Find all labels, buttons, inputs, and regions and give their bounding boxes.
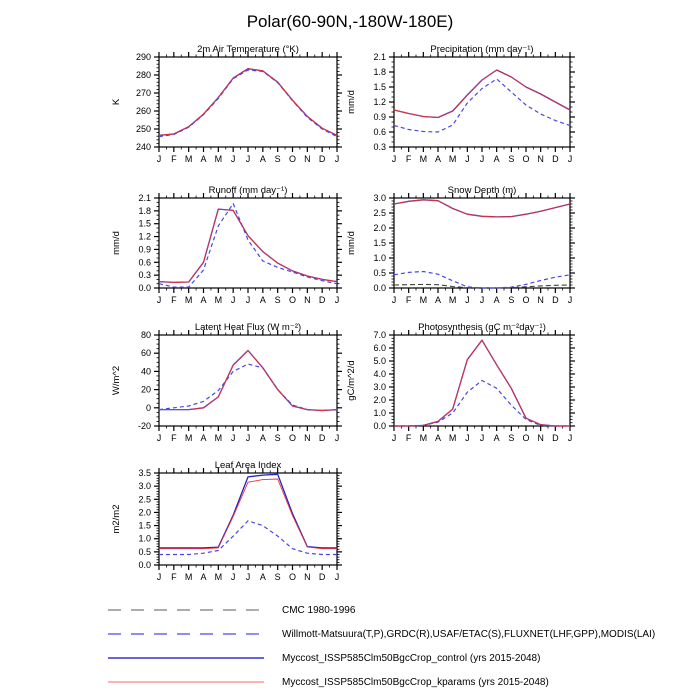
legend-line-obs-icon xyxy=(106,629,266,639)
snow-depth-ytick: 1.5 xyxy=(373,238,386,248)
latent-heat-flux-xtick: J xyxy=(156,433,162,443)
precipitation-xtick: S xyxy=(508,154,515,164)
air-temperature-series-obs xyxy=(159,70,337,137)
air-temperature-xtick: M xyxy=(214,154,223,164)
chart-leaf-area-index xyxy=(111,460,342,582)
photosynthesis-series-control xyxy=(394,340,570,426)
precipitation-xtick: M xyxy=(419,154,428,164)
leaf-area-index-xtick: M xyxy=(184,572,193,582)
latent-heat-flux-ytick: -20 xyxy=(137,421,151,431)
precipitation-series-obs xyxy=(394,79,570,132)
snow-depth-xtick: J xyxy=(479,295,485,305)
leaf-area-index-xtick: N xyxy=(304,572,311,582)
chart-precipitation xyxy=(346,44,575,164)
runoff-ytick: 1.5 xyxy=(138,218,151,229)
precipitation-series-control xyxy=(394,70,570,118)
leaf-area-index-ytick: 2.0 xyxy=(138,507,151,518)
precipitation-ytick: 2.1 xyxy=(373,52,386,62)
leaf-area-index-frame xyxy=(159,473,337,565)
latent-heat-flux-xtick: M xyxy=(184,433,193,443)
page-title: Polar(60-90N,-180W-180E) xyxy=(246,12,454,31)
latent-heat-flux-ytick: 60 xyxy=(140,348,151,359)
precipitation-xtick: J xyxy=(479,154,485,164)
latent-heat-flux-xtick: J xyxy=(245,433,251,443)
photosynthesis-xtick: N xyxy=(537,433,544,443)
snow-depth-xtick: A xyxy=(493,295,500,305)
photosynthesis-xtick: S xyxy=(508,433,515,443)
legend-line-cmc-icon xyxy=(106,605,266,615)
photosynthesis-xtick: F xyxy=(405,433,412,443)
chart-air-temperature xyxy=(111,44,342,164)
runoff-ylabel: mm/d xyxy=(111,231,122,255)
leaf-area-index-series-control xyxy=(159,474,337,548)
latent-heat-flux-xtick: N xyxy=(304,433,311,443)
runoff-xtick: J xyxy=(245,295,251,305)
legend-label-kparams: Myccost_ISSP585Clm50BgcCrop_kparams (yrs 2015-2048) xyxy=(282,676,549,688)
air-temperature-title: 2m Air Temperature (°K) xyxy=(197,44,299,55)
legend-line-kparams-icon xyxy=(106,677,266,687)
photosynthesis-series-kparams xyxy=(394,340,570,426)
air-temperature-xtick: S xyxy=(274,154,281,164)
photosynthesis-xtick: D xyxy=(552,433,559,443)
snow-depth-series-kparams xyxy=(394,200,570,217)
snow-depth-xtick: M xyxy=(419,295,428,305)
snow-depth-title: Snow Depth (m) xyxy=(447,185,517,196)
latent-heat-flux-ylabel: W/m^2 xyxy=(111,365,122,396)
runoff-xtick: O xyxy=(288,295,297,305)
latent-heat-flux-ytick: 40 xyxy=(140,366,151,377)
air-temperature-xtick: A xyxy=(259,154,266,164)
photosynthesis-ytick: 5.0 xyxy=(373,356,386,366)
precipitation-xtick: O xyxy=(522,154,530,164)
legend-row-control xyxy=(106,646,686,670)
precipitation-ytick: 0.9 xyxy=(373,112,386,122)
latent-heat-flux-xtick: F xyxy=(171,433,177,443)
precipitation-ytick: 0.6 xyxy=(373,127,386,137)
precipitation-ytick: 1.8 xyxy=(373,67,386,77)
photosynthesis-series-obs xyxy=(394,381,570,427)
air-temperature-ylabel: K xyxy=(111,98,122,106)
latent-heat-flux-series-obs xyxy=(159,364,337,410)
runoff-xtick: J xyxy=(334,295,340,305)
runoff-ytick: 1.2 xyxy=(138,231,151,242)
air-temperature-xtick: J xyxy=(156,154,162,164)
snow-depth-xtick: F xyxy=(405,295,412,305)
air-temperature-series-control xyxy=(159,69,337,136)
snow-depth-series-obs xyxy=(394,272,570,289)
snow-depth-xtick: S xyxy=(508,295,515,305)
precipitation-series-kparams xyxy=(394,70,570,118)
photosynthesis-ytick: 6.0 xyxy=(373,343,386,353)
latent-heat-flux-xtick: S xyxy=(274,433,281,443)
latent-heat-flux-xtick: D xyxy=(318,433,326,443)
snow-depth-ytick: 3.0 xyxy=(373,193,386,203)
runoff-frame xyxy=(159,198,337,288)
leaf-area-index-xtick: J xyxy=(156,572,162,582)
latent-heat-flux-series-kparams xyxy=(159,351,337,411)
leaf-area-index-ytick: 1.0 xyxy=(138,533,151,544)
photosynthesis-xtick: A xyxy=(493,433,500,443)
snow-depth-ytick: 0.5 xyxy=(373,268,386,278)
runoff-xtick: J xyxy=(230,295,236,305)
air-temperature-xtick: M xyxy=(184,154,193,164)
latent-heat-flux-ytick: 0 xyxy=(145,402,151,413)
precipitation-frame xyxy=(394,57,570,147)
snow-depth-ytick: 1.0 xyxy=(373,253,386,263)
air-temperature-xtick: O xyxy=(288,154,297,164)
leaf-area-index-series-kparams xyxy=(159,479,337,549)
leaf-area-index-xtick: A xyxy=(200,572,207,582)
snow-depth-ytick: 2.0 xyxy=(373,223,386,233)
leaf-area-index-ylabel: m2/m2 xyxy=(111,504,122,534)
snow-depth-frame xyxy=(394,198,570,288)
photosynthesis-xtick: J xyxy=(465,433,470,443)
photosynthesis-title: Photosynthesis (gC m⁻²day⁻¹) xyxy=(418,322,546,333)
legend-line-control-icon xyxy=(106,653,266,663)
chart-latent-heat-flux xyxy=(111,322,342,443)
photosynthesis-ytick: 4.0 xyxy=(373,369,386,379)
leaf-area-index-ytick: 1.5 xyxy=(138,520,151,531)
snow-depth-xtick: J xyxy=(567,295,573,305)
leaf-area-index-xtick: F xyxy=(171,572,177,582)
snow-depth-xtick: J xyxy=(391,295,397,305)
precipitation-xtick: N xyxy=(537,154,544,164)
snow-depth-xtick: N xyxy=(537,295,544,305)
air-temperature-ytick: 250 xyxy=(135,124,151,134)
photosynthesis-ylabel: gC/m^2/d xyxy=(346,360,357,401)
air-temperature-ytick: 280 xyxy=(135,70,151,80)
precipitation-ytick: 0.3 xyxy=(373,142,386,152)
leaf-area-index-xtick: J xyxy=(245,572,251,582)
runoff-ytick: 0.3 xyxy=(138,270,151,281)
latent-heat-flux-xtick: M xyxy=(214,433,223,443)
leaf-area-index-xtick: M xyxy=(214,572,223,582)
photosynthesis-ytick: 2.0 xyxy=(373,395,386,405)
snow-depth-xtick: M xyxy=(448,295,457,305)
precipitation-xtick: A xyxy=(493,154,500,164)
leaf-area-index-series-obs xyxy=(159,521,337,555)
latent-heat-flux-xtick: J xyxy=(334,433,340,443)
runoff-xtick: M xyxy=(214,295,223,305)
photosynthesis-xtick: M xyxy=(419,433,428,443)
runoff-series-kparams xyxy=(159,209,337,282)
snow-depth-xtick: D xyxy=(552,295,559,305)
latent-heat-flux-xtick: A xyxy=(200,433,207,443)
latent-heat-flux-ytick: 20 xyxy=(140,384,151,395)
latent-heat-flux-title: Latent Heat Flux (W m⁻²) xyxy=(194,322,302,333)
photosynthesis-xtick: O xyxy=(522,433,530,443)
photosynthesis-xtick: M xyxy=(448,433,457,443)
runoff-xtick: D xyxy=(318,295,326,305)
air-temperature-xtick: J xyxy=(334,154,340,164)
precipitation-ylabel: mm/d xyxy=(346,90,357,114)
latent-heat-flux-xtick: A xyxy=(259,433,266,443)
air-temperature-xtick: D xyxy=(318,154,326,164)
photosynthesis-ytick: 7.0 xyxy=(373,330,386,340)
photosynthesis-ytick: 1.0 xyxy=(373,408,386,418)
precipitation-xtick: F xyxy=(405,154,412,164)
air-temperature-xtick: J xyxy=(230,154,236,164)
photosynthesis-ytick: 0.0 xyxy=(373,421,386,431)
leaf-area-index-ytick: 0.0 xyxy=(138,560,151,570)
air-temperature-ytick: 290 xyxy=(135,52,151,62)
latent-heat-flux-xtick: O xyxy=(288,433,297,443)
runoff-ytick: 1.8 xyxy=(138,205,151,216)
photosynthesis-xtick: A xyxy=(434,433,442,443)
precipitation-xtick: J xyxy=(465,154,470,164)
snow-depth-series-control xyxy=(394,200,570,217)
chart-runoff xyxy=(111,185,342,305)
photosynthesis-xtick: J xyxy=(391,433,397,443)
latent-heat-flux-ytick: 80 xyxy=(140,330,151,340)
legend-label-control: Myccost_ISSP585Clm50BgcCrop_control (yrs 2015-2048) xyxy=(282,652,541,664)
runoff-ytick: 0.0 xyxy=(138,283,151,293)
air-temperature-xtick: A xyxy=(200,154,207,164)
precipitation-xtick: M xyxy=(448,154,457,164)
runoff-ytick: 0.6 xyxy=(138,257,151,268)
precipitation-xtick: D xyxy=(552,154,559,164)
air-temperature-ytick: 240 xyxy=(135,142,151,152)
chart-photosynthesis xyxy=(346,322,575,443)
runoff-xtick: F xyxy=(171,295,177,305)
air-temperature-xtick: N xyxy=(304,154,311,164)
air-temperature-series-kparams xyxy=(159,69,337,136)
precipitation-ytick: 1.2 xyxy=(373,97,386,107)
precipitation-xtick: J xyxy=(567,154,573,164)
leaf-area-index-xtick: S xyxy=(274,572,281,582)
latent-heat-flux-frame xyxy=(159,335,337,426)
legend-row-obs xyxy=(106,622,686,646)
legend-label-cmc: CMC 1980-1996 xyxy=(282,604,356,616)
runoff-xtick: S xyxy=(274,295,281,305)
photosynthesis-xtick: J xyxy=(479,433,485,443)
snow-depth-ytick: 0.0 xyxy=(373,283,386,293)
runoff-xtick: A xyxy=(200,295,207,305)
snow-depth-xtick: A xyxy=(434,295,442,305)
leaf-area-index-xtick: J xyxy=(334,572,340,582)
runoff-xtick: J xyxy=(156,295,162,305)
leaf-area-index-xtick: A xyxy=(259,572,266,582)
chart-snow-depth xyxy=(346,185,575,305)
air-temperature-xtick: J xyxy=(245,154,251,164)
leaf-area-index-ytick: 3.0 xyxy=(138,481,151,492)
leaf-area-index-xtick: D xyxy=(318,572,326,582)
photosynthesis-ytick: 3.0 xyxy=(373,382,386,392)
air-temperature-xtick: F xyxy=(171,154,177,164)
legend xyxy=(106,598,686,694)
runoff-xtick: M xyxy=(184,295,193,305)
leaf-area-index-ytick: 2.5 xyxy=(138,494,151,505)
snow-depth-ylabel: mm/d xyxy=(346,231,357,255)
leaf-area-index-title: Leaf Area Index xyxy=(214,460,282,471)
snow-depth-xtick: O xyxy=(522,295,530,305)
precipitation-xtick: A xyxy=(434,154,442,164)
precipitation-title: Precipitation (mm day⁻¹) xyxy=(430,44,534,55)
runoff-ytick: 2.1 xyxy=(138,193,151,203)
runoff-xtick: A xyxy=(259,295,266,305)
runoff-title: Runoff (mm day⁻¹) xyxy=(208,185,288,196)
latent-heat-flux-series-control xyxy=(159,351,337,411)
air-temperature-ytick: 260 xyxy=(135,106,151,116)
snow-depth-ytick: 2.5 xyxy=(373,208,386,218)
precipitation-ytick: 1.5 xyxy=(373,82,386,92)
runoff-ytick: 0.9 xyxy=(138,244,151,255)
legend-row-cmc xyxy=(106,598,686,622)
runoff-xtick: N xyxy=(304,295,311,305)
legend-row-kparams xyxy=(106,670,686,694)
runoff-series-obs xyxy=(159,204,337,288)
runoff-series-control xyxy=(159,209,337,282)
leaf-area-index-xtick: O xyxy=(288,572,297,582)
air-temperature-ytick: 270 xyxy=(135,88,151,98)
latent-heat-flux-xtick: J xyxy=(230,433,236,443)
precipitation-xtick: J xyxy=(391,154,397,164)
leaf-area-index-xtick: J xyxy=(230,572,236,582)
photosynthesis-xtick: J xyxy=(567,433,573,443)
leaf-area-index-ytick: 3.5 xyxy=(138,468,151,478)
legend-label-obs: Willmott-Matsuura(T,P),GRDC(R),USAF/ETAC(S),FLUXNET(LHF,GPP),MODIS(LAI) xyxy=(282,628,656,640)
leaf-area-index-ytick: 0.5 xyxy=(138,546,151,557)
snow-depth-xtick: J xyxy=(465,295,470,305)
